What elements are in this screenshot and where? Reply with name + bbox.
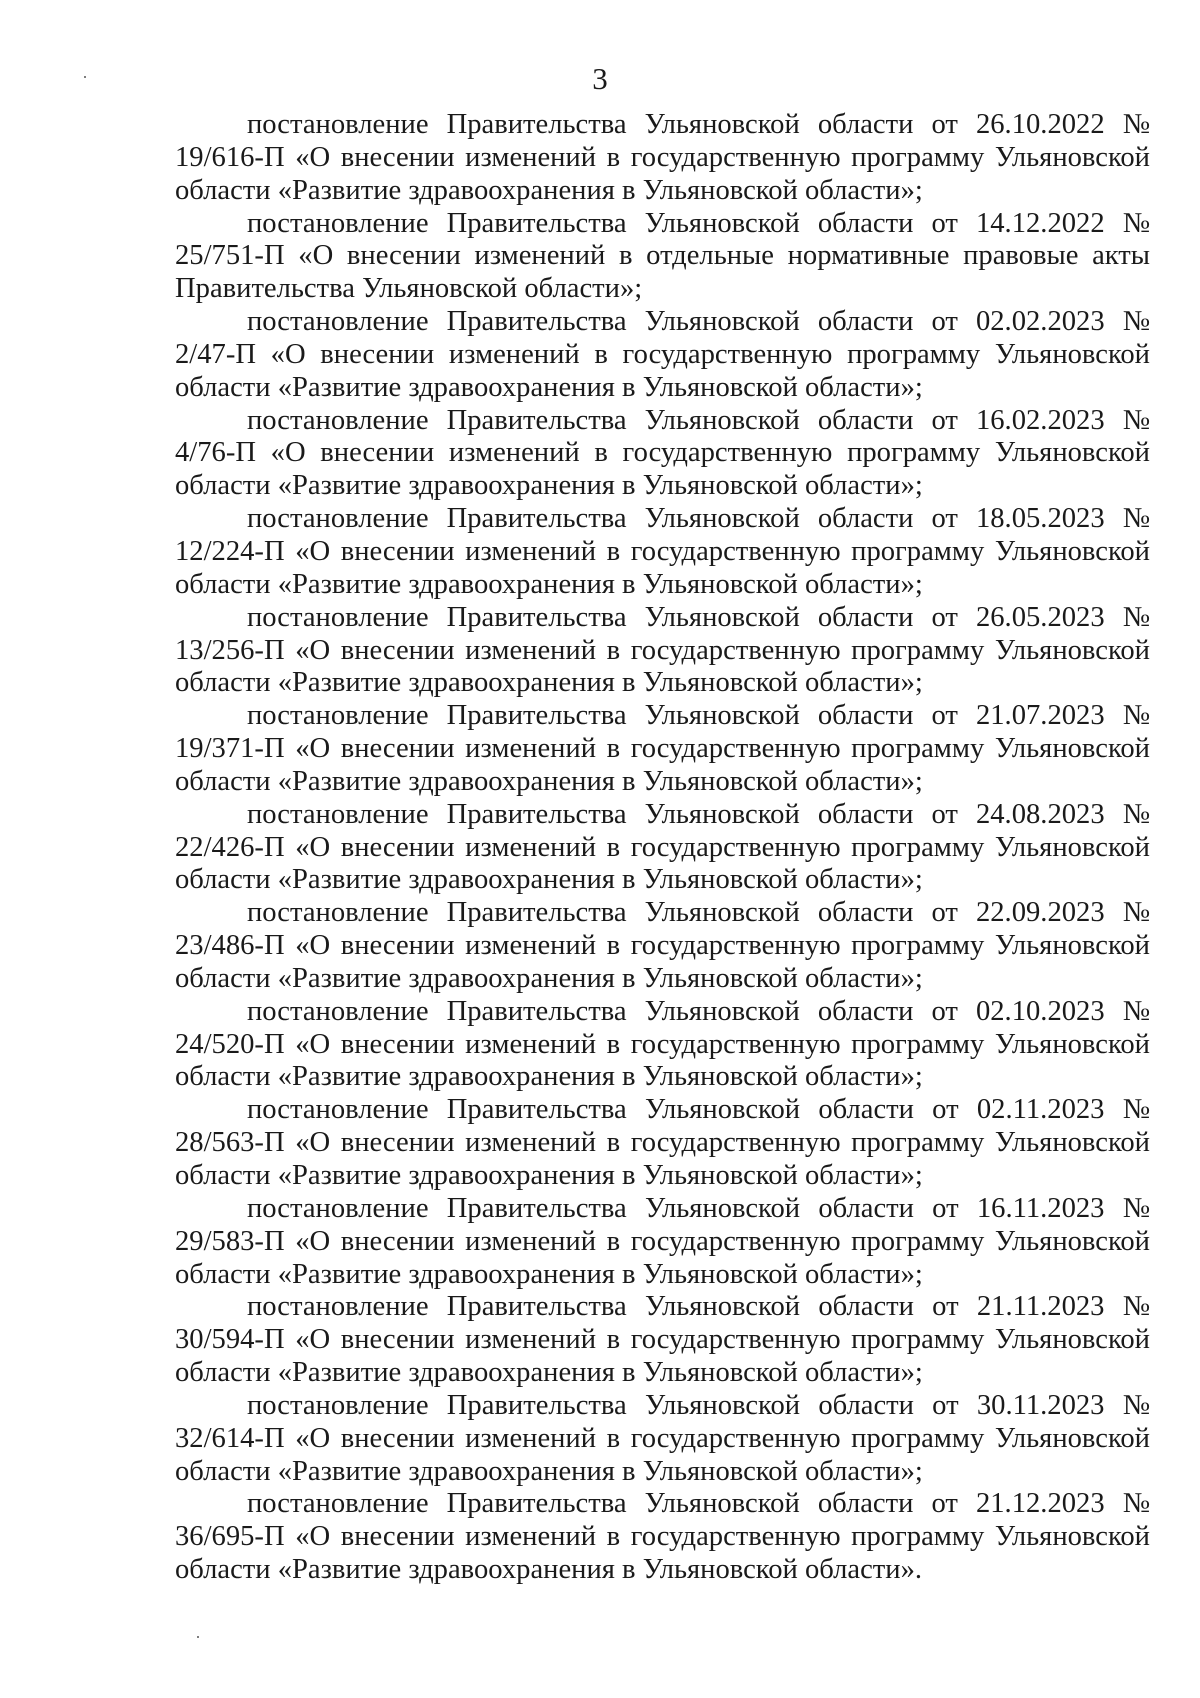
resolution-entry: постановление Правительства Ульяновской области от 24.08.2023 № 22/426-П «О внесении изменений в государственную программу Ульяновской области «Развитие здравоохранения в Ульяновской области»;	[175, 798, 1150, 896]
resolution-entry: постановление Правительства Ульяновской области от 16.02.2023 № 4/76-П «О внесении изменений в государственную программу Ульяновской области «Развитие здравоохранения в Ульяновской области»;	[175, 404, 1150, 502]
document-body	[175, 109, 1150, 1587]
resolution-entry: постановление Правительства Ульяновской области от 21.11.2023 № 30/594-П «О внесении изменений в государственную программу Ульяновской области «Развитие здравоохранения в Ульяновской области»;	[175, 1291, 1150, 1389]
resolution-entry: постановление Правительства Ульяновской области от 02.11.2023 № 28/563-П «О внесении изменений в государственную программу Ульяновской области «Развитие здравоохранения в Ульяновской области»;	[175, 1094, 1150, 1191]
resolution-entry: постановление Правительства Ульяновской области от 14.12.2022 № 25/751-П «О внесении изменений в отдельные нормативные правовые акты Правительства Ульяновской области»;	[175, 207, 1150, 305]
resolution-entry: постановление Правительства Ульяновской области от 18.05.2023 № 12/224-П «О внесении изменений в государственную программу Ульяновской области «Развитие здравоохранения в Ульяновской области»;	[175, 503, 1150, 600]
resolution-entry: постановление Правительства Ульяновской области от 02.02.2023 № 2/47-П «О внесении изменений в государственную программу Ульяновской области «Развитие здравоохранения в Ульяновской области»;	[175, 306, 1150, 403]
resolution-entry: постановление Правительства Ульяновской области от 26.05.2023 № 13/256-П «О внесении изменений в государственную программу Ульяновской области «Развитие здравоохранения в Ульяновской области»;	[175, 601, 1150, 699]
resolution-entry: постановление Правительства Ульяновской области от 21.07.2023 № 19/371-П «О внесении изменений в государственную программу Ульяновской области «Развитие здравоохранения в Ульяновской области»;	[175, 700, 1150, 797]
resolution-entry: постановление Правительства Ульяновской области от 02.10.2023 № 24/520-П «О внесении изменений в государственную программу Ульяновской области «Развитие здравоохранения в Ульяновской области»;	[175, 995, 1150, 1093]
scan-speck	[197, 1636, 199, 1638]
resolution-entry: постановление Правительства Ульяновской области от 30.11.2023 № 32/614-П «О внесении изменений в государственную программу Ульяновской области «Развитие здравоохранения в Ульяновской области»;	[175, 1389, 1150, 1487]
page-number: 3	[592, 61, 608, 96]
resolution-entry: постановление Правительства Ульяновской области от 16.11.2023 № 29/583-П «О внесении изменений в государственную программу Ульяновской области «Развитие здравоохранения в Ульяновской области»;	[175, 1192, 1150, 1290]
resolution-entry: постановление Правительства Ульяновской области от 22.09.2023 № 23/486-П «О внесении изменений в государственную программу Ульяновской области «Развитие здравоохранения в Ульяновской области»;	[175, 897, 1150, 994]
resolution-entry: постановление Правительства Ульяновской области от 26.10.2022 № 19/616-П «О внесении изменений в государственную программу Ульяновской области «Развитие здравоохранения в Ульяновской области»;	[175, 109, 1150, 206]
resolution-entry: постановление Правительства Ульяновской области от 21.12.2023 № 36/695-П «О внесении изменений в государственную программу Ульяновской области «Развитие здравоохранения в Ульяновской области».	[175, 1488, 1150, 1586]
